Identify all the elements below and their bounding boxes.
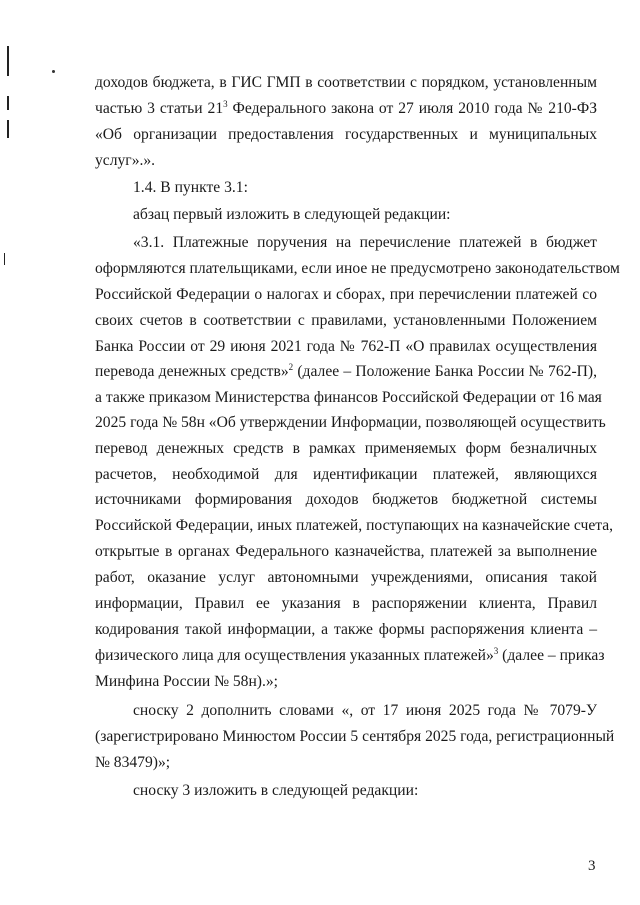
quote-line: «3.1. Платежные поручения на перечисление платежей в бюджет — [133, 234, 597, 251]
text-line: услуг».». — [95, 152, 156, 169]
quote-line: 2025 года № 58н «Об утверждении Информации, позволяющей осуществить — [95, 414, 606, 431]
paragraph: абзац первый изложить в следующей редакции: — [133, 206, 451, 223]
footnote-instruction: сноску 3 изложить в следующей редакции: — [133, 782, 419, 799]
page-number: 3 — [588, 858, 596, 874]
quote-line: расчетов, необходимой для идентификации платежей, являющихся — [95, 466, 597, 483]
scan-edge-mark — [7, 46, 9, 76]
scan-edge-mark — [4, 253, 5, 265]
quote-line: работ, оказание услуг автономными учреждениями, описания такой — [95, 569, 597, 586]
quote-line: а также приказом Министерства финансов Российской Федерации от 16 мая — [95, 389, 602, 406]
quote-line: Российской Федерации о налогах и сборах, при перечислении платежей со — [95, 286, 597, 303]
footnote-instruction: (зарегистрировано Минюстом России 5 сентября 2025 года, регистрационный — [95, 728, 615, 745]
footnote-instruction: № 83479)»; — [95, 754, 171, 771]
quote-line: физического лица для осуществления указанных платежей»$^3$ (далее – приказ — [95, 646, 605, 664]
text-line: «Об организации предоставления государственных и муниципальных — [95, 126, 597, 143]
superscript: 3 — [493, 646, 499, 656]
item-heading: 1.4. В пункте 3.1: — [133, 179, 248, 196]
quote-line: информации, Правил ее указания в распоряжении клиента, Правил — [95, 595, 597, 612]
quote-line: Минфина России № 58н).»; — [95, 673, 279, 690]
quote-line: Российской Федерации, иных платежей, поступающих на казначейские счета, — [95, 517, 614, 534]
scan-edge-mark — [7, 96, 9, 110]
quote-line: открытые в органах Федерального казначейства, платежей за выполнение — [95, 543, 597, 560]
quote-line: перевода денежных средств»$^2$ (далее – Положение Банка России № 762-П), — [95, 362, 597, 380]
superscript: 2 — [288, 362, 294, 372]
quote-line: источниками формирования доходов бюджетов бюджетной системы — [95, 491, 597, 508]
quote-line: кодирования такой информации, а также формы распоряжения клиента – — [95, 621, 597, 638]
footnote-instruction: сноску 2 дополнить словами «, от 17 июня 2025 года № 7079-У — [133, 702, 597, 719]
quote-line: оформляются плательщиками, если иное не предусмотрено законодательством — [95, 260, 620, 277]
quote-line: перевод денежных средств в рамках применяемых форм безналичных — [95, 440, 597, 457]
quote-line: Банка России от 29 июня 2021 года № 762-П «О правилах осуществления — [95, 338, 597, 355]
quote-line: своих счетов в соответствии с правилами, установленными Положением — [95, 312, 597, 329]
text-line: доходов бюджета, в ГИС ГМП в соответствии с порядком, установленным — [95, 74, 597, 91]
scan-dot — [52, 70, 55, 73]
superscript: 3 — [223, 99, 228, 109]
scan-edge-mark — [7, 120, 9, 138]
text-line: частью 3 статьи $21^3$ Федерального закона от 27 июля 2010 года № 210-ФЗ — [95, 99, 598, 117]
